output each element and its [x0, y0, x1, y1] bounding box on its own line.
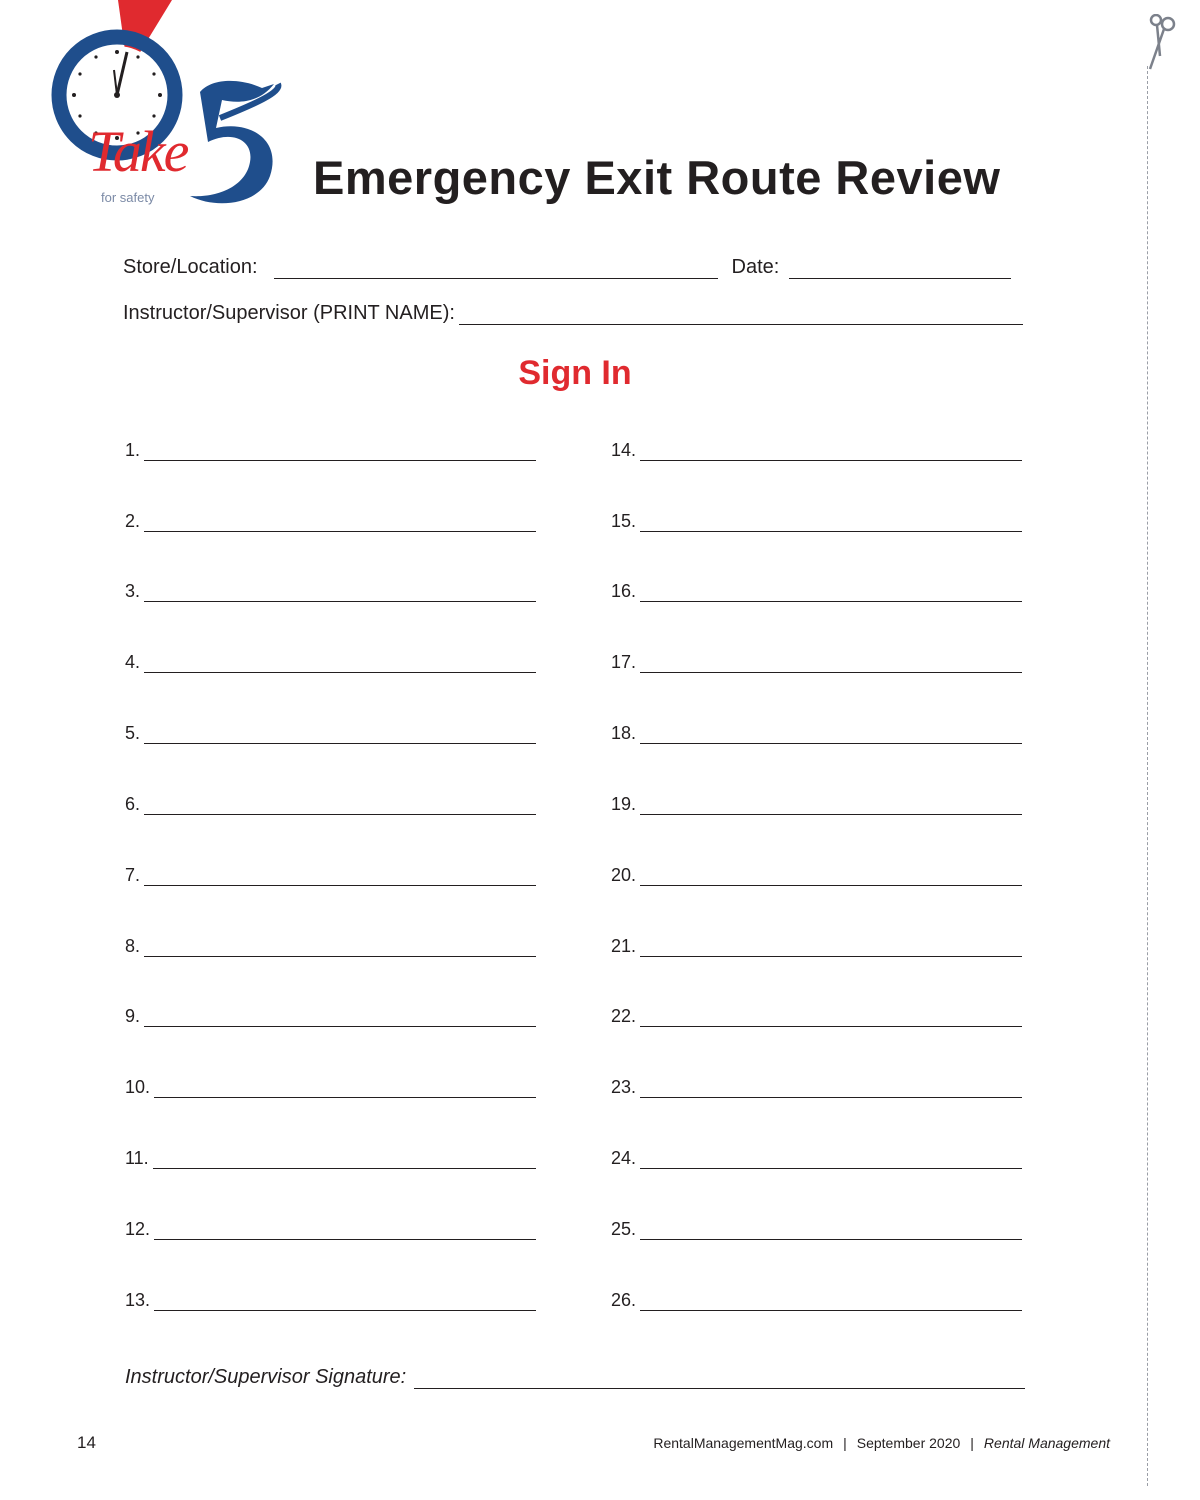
logo-wordmark: Take [88, 119, 188, 184]
store-location-field[interactable] [274, 260, 718, 279]
signature-line[interactable] [640, 446, 1022, 461]
sign-in-slot[interactable] [125, 581, 536, 602]
cut-line [1147, 66, 1148, 1486]
slot-number: 17. [611, 652, 637, 672]
signature-line[interactable] [640, 587, 1022, 602]
sign-in-slot[interactable] [125, 794, 536, 815]
signature-line[interactable] [144, 658, 536, 673]
sign-in-slot[interactable] [611, 936, 1022, 957]
sign-in-slot[interactable] [611, 440, 1022, 461]
slot-number: 26. [611, 1290, 637, 1310]
slot-number: 15. [611, 511, 637, 531]
footer-separator: | [970, 1435, 974, 1451]
signature-line[interactable] [144, 517, 536, 532]
slot-number: 5. [125, 723, 141, 743]
signature-line[interactable] [640, 1154, 1022, 1169]
signature-line[interactable] [144, 587, 536, 602]
slot-number: 16. [611, 581, 637, 601]
slot-number: 24. [611, 1148, 637, 1168]
sign-in-slot[interactable] [125, 1290, 536, 1311]
logo-tagline: for safety [101, 190, 155, 205]
sign-in-slot[interactable] [125, 1148, 536, 1169]
sign-in-slot[interactable] [611, 865, 1022, 886]
sign-in-slot[interactable] [125, 440, 536, 461]
signature-line[interactable] [144, 871, 536, 886]
sign-in-slot[interactable] [611, 581, 1022, 602]
sign-in-slot[interactable] [125, 511, 536, 532]
sign-in-slot[interactable] [611, 1290, 1022, 1311]
instructor-print-name-field[interactable] [459, 306, 1023, 325]
signature-line[interactable] [640, 1296, 1022, 1311]
instructor-row [123, 302, 1023, 325]
slot-number: 23. [611, 1077, 637, 1097]
slot-number: 11. [125, 1148, 149, 1168]
footer-magazine: Rental Management [983, 1435, 1110, 1451]
slot-number: 2. [125, 511, 141, 531]
slot-number: 13. [125, 1290, 151, 1310]
sign-in-slot[interactable] [611, 652, 1022, 673]
page-title: Emergency Exit Route Review [313, 151, 1001, 204]
signature-line[interactable] [154, 1296, 536, 1311]
slot-number: 22. [611, 1006, 637, 1026]
signature-line[interactable] [154, 1083, 536, 1098]
sign-in-slot[interactable] [611, 794, 1022, 815]
sign-in-slot[interactable] [125, 1219, 536, 1240]
slot-number: 18. [611, 723, 637, 743]
supervisor-signature-row [125, 1366, 1025, 1389]
slot-number: 20. [611, 865, 637, 885]
slot-number: 4. [125, 652, 141, 672]
signature-line[interactable] [640, 942, 1022, 957]
slot-number: 3. [125, 581, 141, 601]
date-field[interactable] [789, 260, 1011, 279]
signature-line[interactable] [153, 1154, 536, 1169]
sign-in-slot[interactable] [611, 723, 1022, 744]
take5-logo [50, 0, 290, 215]
sign-in-slot[interactable] [125, 865, 536, 886]
slot-number: 25. [611, 1219, 637, 1239]
sign-in-slot[interactable] [125, 936, 536, 957]
sign-in-slot[interactable] [125, 652, 536, 673]
slot-number: 14. [611, 440, 637, 460]
signature-line[interactable] [144, 729, 536, 744]
instructor-print-name-label: Instructor/Supervisor (PRINT NAME): [123, 302, 455, 324]
slot-number: 7. [125, 865, 141, 885]
date-label: Date: [731, 256, 780, 278]
supervisor-signature-field[interactable] [414, 1370, 1025, 1389]
slot-number: 8. [125, 936, 141, 956]
slot-number: 1. [125, 440, 141, 460]
scissors-icon [1140, 14, 1182, 74]
signature-line[interactable] [154, 1225, 536, 1240]
signature-line[interactable] [640, 517, 1022, 532]
sign-in-slot[interactable] [611, 1219, 1022, 1240]
signature-line[interactable] [640, 1012, 1022, 1027]
footer [653, 1435, 1110, 1451]
sign-in-slot[interactable] [611, 1148, 1022, 1169]
signature-line[interactable] [640, 729, 1022, 744]
sign-in-slot[interactable] [611, 1006, 1022, 1027]
supervisor-signature-label: Instructor/Supervisor Signature: [125, 1366, 407, 1388]
footer-separator: | [843, 1435, 847, 1451]
signature-line[interactable] [144, 800, 536, 815]
signature-line[interactable] [640, 658, 1022, 673]
slot-number: 19. [611, 794, 637, 814]
signature-line[interactable] [144, 1012, 536, 1027]
slot-number: 6. [125, 794, 141, 814]
slot-number: 12. [125, 1219, 151, 1239]
footer-issue: September 2020 [856, 1435, 961, 1451]
footer-site: RentalManagementMag.com [653, 1435, 834, 1451]
signature-line[interactable] [144, 446, 536, 461]
sign-in-slot[interactable] [125, 1006, 536, 1027]
sign-in-slot[interactable] [125, 1077, 536, 1098]
sign-in-slot[interactable] [611, 1077, 1022, 1098]
signature-line[interactable] [144, 942, 536, 957]
signature-line[interactable] [640, 1083, 1022, 1098]
sign-in-slot[interactable] [125, 723, 536, 744]
signature-line[interactable] [640, 871, 1022, 886]
slot-number: 9. [125, 1006, 141, 1026]
signature-line[interactable] [640, 1225, 1022, 1240]
slot-number: 21. [611, 936, 637, 956]
store-location-label: Store/Location: [123, 256, 258, 278]
slot-number: 10. [125, 1077, 151, 1097]
store-date-row [123, 256, 1023, 279]
page-number: 14 [77, 1433, 96, 1452]
signature-line[interactable] [640, 800, 1022, 815]
sign-in-heading: Sign In [518, 354, 632, 392]
sign-in-slot[interactable] [611, 511, 1022, 532]
